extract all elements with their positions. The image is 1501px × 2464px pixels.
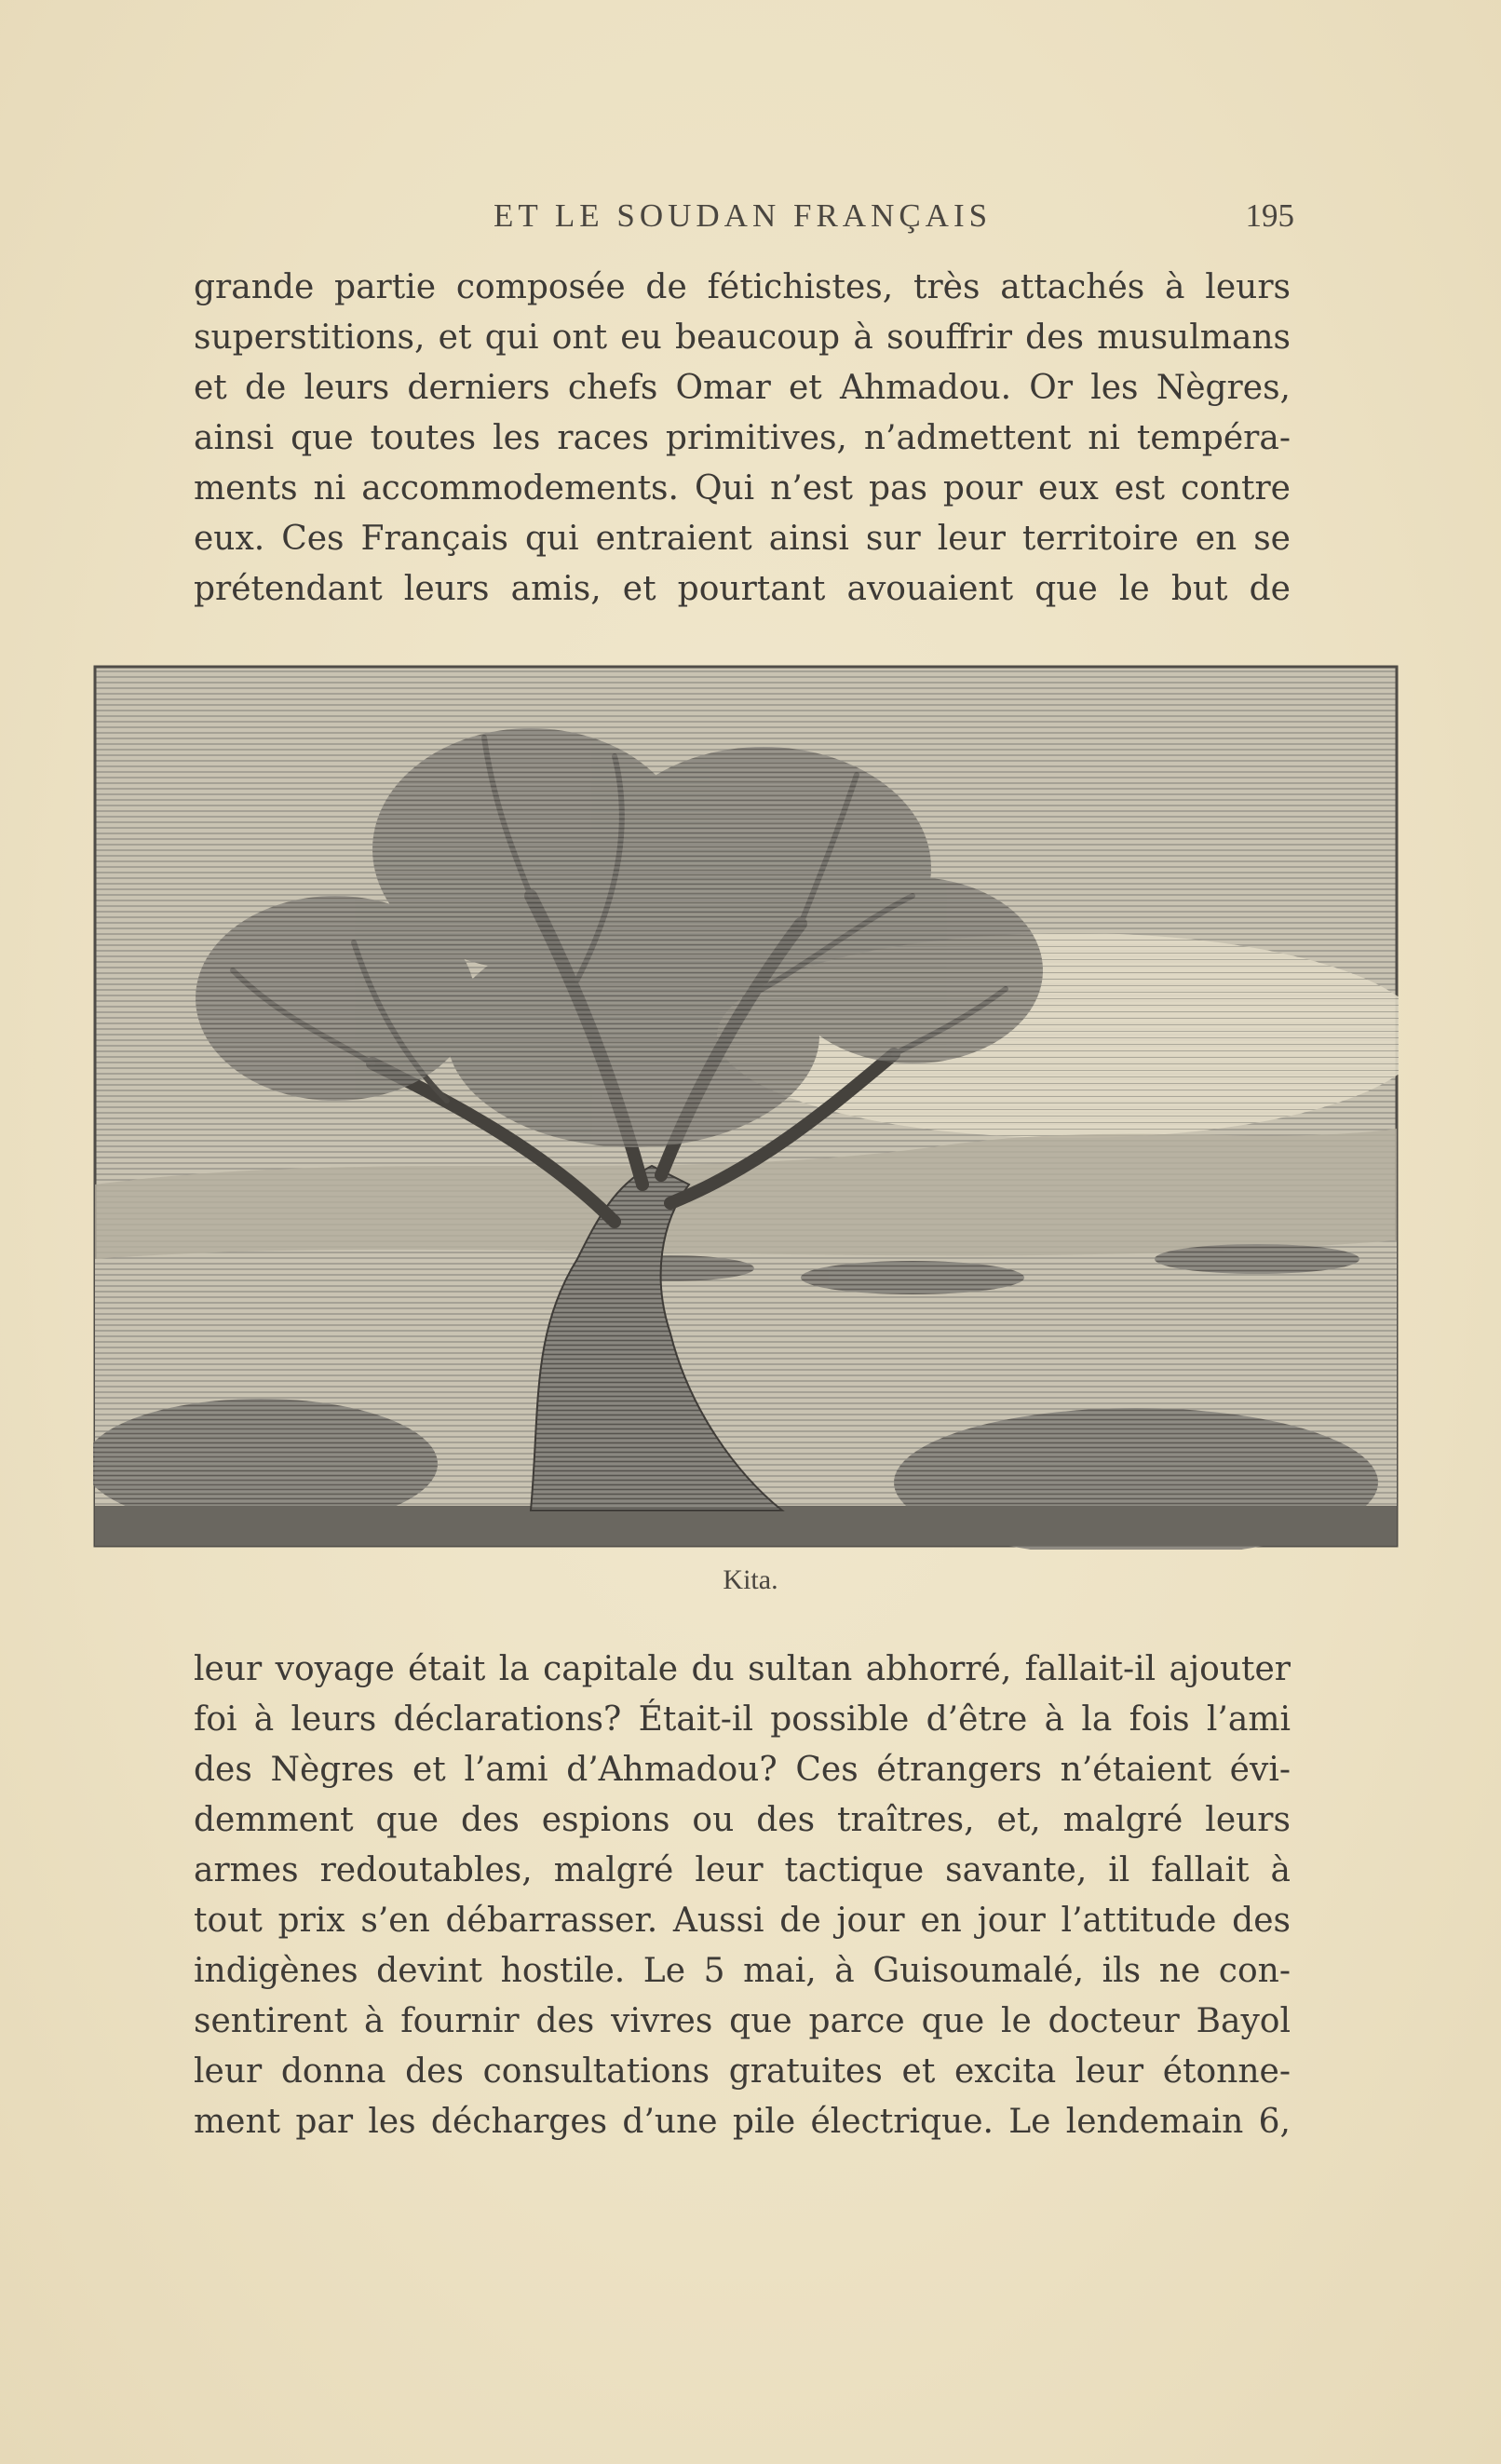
text-line: indigènes devint hostile. Le 5 mai, à Guisoumalé, ils ne con- <box>194 1952 1291 1990</box>
text-line: ment par les décharges d’une pile électrique. Le lendemain 6, <box>194 2103 1291 2141</box>
page-header <box>186 197 1294 244</box>
text-line: grande partie composée de fétichistes, très attachés à leurs <box>194 268 1291 306</box>
text-line: superstitions, et qui ont eu beaucoup à souffrir des musulmans <box>194 318 1291 357</box>
text-line: foi à leurs déclarations? Était-il possible d’être à la fois l’ami <box>194 1700 1291 1739</box>
text-line: armes redoutables, malgré leur tactique savante, il fallait à <box>194 1851 1291 1889</box>
engraving-tree-landscape <box>93 663 1399 1550</box>
paragraph-top <box>194 263 1291 615</box>
text-line: ments ni accommodements. Qui n’est pas pour eux est contre <box>194 469 1291 508</box>
illustration-kita <box>93 663 1399 1550</box>
text-line: prétendant leurs amis, et pourtant avouaient que le but de <box>194 570 1291 608</box>
text-line: ainsi que toutes les races primitives, n’admettent ni tempéra- <box>194 419 1291 457</box>
text-line: eux. Ces Français qui entraient ainsi sur leur territoire en se <box>194 520 1291 558</box>
text-line: leur donna des consultations gratuites et excita leur étonne- <box>194 2052 1291 2091</box>
running-head: ET LE SOUDAN FRANÇAIS <box>494 197 993 234</box>
text-line: et de leurs derniers chefs Omar et Ahmadou. Or les Nègres, <box>194 369 1291 407</box>
figure-caption: Kita. <box>723 1564 778 1595</box>
page-number: 195 <box>1245 197 1294 234</box>
text-line: tout prix s’en débarrasser. Aussi de jour en jour l’attitude des <box>194 1902 1291 1940</box>
paragraph-bottom <box>194 1645 1291 2147</box>
text-line: leur voyage était la capitale du sultan abhorré, fallait-il ajouter <box>194 1650 1291 1688</box>
text-line: demment que des espions ou des traîtres, et, malgré leurs <box>194 1801 1291 1839</box>
text-line: des Nègres et l’ami d’Ahmadou? Ces étrangers n’étaient évi- <box>194 1751 1291 1789</box>
text-line: sentirent à fournir des vivres que parce que le docteur Bayol <box>194 2002 1291 2040</box>
